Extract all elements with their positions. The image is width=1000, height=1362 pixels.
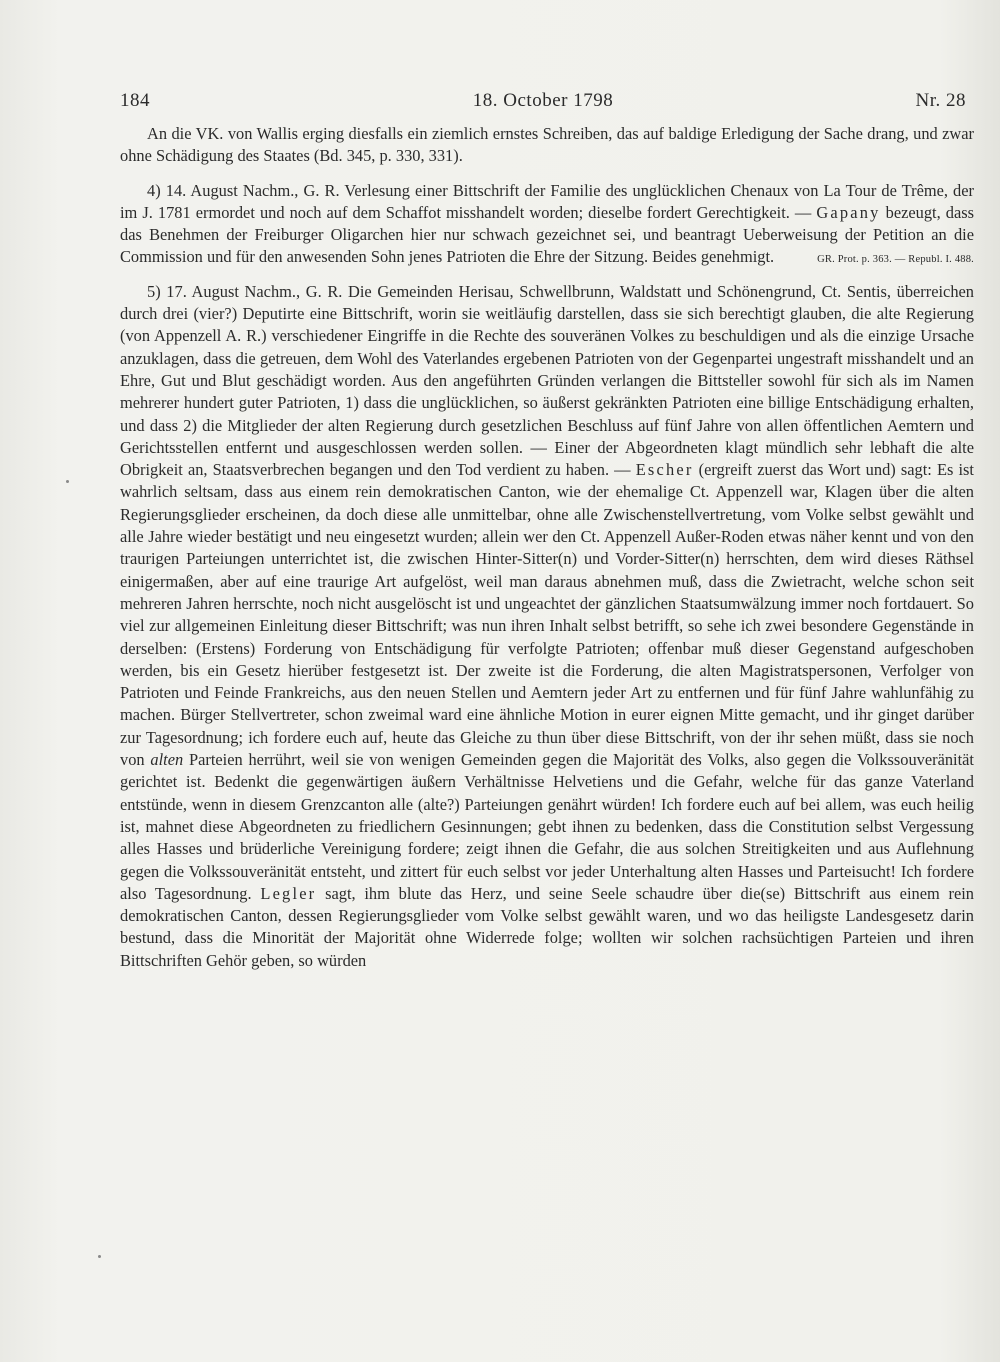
entry-4-text-b: bezeugt, dass das Benehmen der Freiburger Oligarchen hier nur schwach gezeichnet sei, und beantragt Ueberweisung der Petition an die Commission und für den anwesenden Sohn jenes Patrioten die Ehre der Sitzung. Beides genehmigt. [120,202,974,267]
document-number: Nr. 28 [915,90,966,111]
paragraph-entry-5 [120,281,974,972]
header-date: 18. October 1798 [472,90,614,111]
speaker-gapany: Gapany [816,202,881,222]
source-reference: GR. Prot. p. 363. — Republ. I. 488. [817,254,974,266]
speaker-legler: Legler [260,883,317,903]
entry-5-text-d: sagt, ihm blute das Herz, und seine Seele schaudre über die(se) Bittschrift aus einem rein demokratischen Canton, dessen Regierungsglieder vom Volke selbst gewählt waren, und wo das heiligste Landesgesetz darin bestund, dass die Minorität der Majorität ohne Widerrede folge; wollten wir solchen rachsüchtigen Parteien und ihren Bittschriften Gehör geben, so würden [120,883,974,970]
page-body [120,123,974,972]
entry-5-text-a: 5) 17. August Nachm., G. R. Die Gemeinden Herisau, Schwellbrunn, Waldstatt und Schönengrund, Ct. Sentis, überreichen durch drei (vier?) Deputirte eine Bittschrift, worin sie weitläufig darstellen, dass sie sich berechtigt glauben, die alte Regierung (von Appenzell A. R.) verschiedener Eingriffe in die Rechte des souveränen Volkes zu beschuldigen und als die einzige Ursache anzuklagen, dass die getreuen, dem Wohl des Vaterlandes ergebenen Patrioten von der Gegenpartei ungestraft misshandelt und an Ehre, Gut und Blut geschädigt worden. Aus den angeführten Gründen verlangen die Bittsteller sowohl für sich als im Namen mehrerer hundert guter Patrioten, 1) dass die unglücklichen, so äußerst gekränkten Patrioten eine billige Entschädigung erhalten, und dass 2) die Mitglieder der alten Regierung durch gesetzlichen Beschluss auf fünf Jahre von allen öffentlichen Aemtern und Gerichtsstellen entfernt und ausgeschlossen werden sollen. — Einer der Abgeordneten klagt mündlich sehr lebhaft die alte Obrigkeit an, Staatsverbrechen begangen und den Tod verdient zu haben. — [120,281,974,480]
page-number: 184 [120,90,150,111]
scan-speck [98,1255,101,1258]
italic-word: alten [150,750,184,770]
entry-4-text-a: 4) 14. August Nachm., G. R. Verlesung einer Bittschrift der Familie des unglücklichen Chenaux von La Tour de Trême, der im J. 1781 ermordet und noch auf dem Schaffot misshandelt worden; dieselbe fordert Gerechtigkeit. — [120,180,974,222]
scan-speck [66,480,69,483]
running-header [120,90,966,120]
entry-5-text-c: Parteien herrührt, weil sie von wenigen Gemeinden gegen die Majorität des Volks, also gegen die Volkssouveränität gerichtet ist. Bedenkt die gegenwärtigen äußern Verhältnisse Helvetiens und die Gefahr, welche für das ganze Vaterland entstünde, wenn in diesem Grenzcanton alle (alte?) Parteiungen genährt würden! Ich fordere euch auf bei allem, was euch heilig ist, mahnet diese Abgeordneten zu friedlichern Gesinnungen; gebt ihnen zu bedenken, dass die Constitution selbst Vergessung alles Hasses und brüderliche Vereinigung fordere; zeigt ihnen die Gefahr, die aus solchen Streitigkeiten und aus Auflehnung gegen die Volkssouveränität entsteht, und zittert für euch selbst vor jeder Unterhaltung alten Hasses und Parteisucht! Ich fordere also Tagesordnung. [120,750,974,903]
paragraph-entry-4 [120,180,974,269]
paragraph-intro: An die VK. von Wallis erging diesfalls ein ziemlich ernstes Schreiben, das auf baldige Erledigung der Sache drang, und zwar ohne Schädigung des Staates (Bd. 345, p. 330, 331). [120,124,974,166]
speaker-escher: Escher [635,460,694,480]
entry-5-text-b: (ergreift zuerst das Wort und) sagt: Es ist wahrlich seltsam, dass aus einem rein demokratischen Canton, wie der ehemalige Ct. Appenzell war, Klagen über die alten Regierungsglieder erscheinen, da doch diese alle unmittelbar, ohne alle Zwischenstellvertretung, vom Volke selbst gewählt und alle Jahre wieder bestätigt und neu eingesetzt wurden; allein wer den Ct. Appenzell Außer-Roden etwas näher kennt und von den traurigen Parteiungen unterrichtet ist, die zwischen Hinter-Sitter(n) und Vorder-Sitter(n) herrschten, dem wird dieses Räthsel einigermaßen, aber auf eine traurige Art aufgelöst, weil man daraus abnehmen muß, dass die Zwietracht, welche schon seit mehreren Jahren herrschte, noch nicht ausgelöscht ist und ungeachtet der gänzlichen Staatsumwälzung immer noch fortdauert. So viel zur allgemeinen Einleitung dieser Bittschrift; was nun ihren Inhalt selbst betrifft, so sehe ich zwei besondere Gegenstände in derselben: (Erstens) Forderung von Entschädigung für verfolgte Patrioten; offenbar muß dieser Gegenstand aufgeschoben werden, bis ein Gesetz hierüber festgesetzt ist. Der zweite ist die Forderung, die alten Magistratspersonen, Verfolger von Patrioten und Feinde Frankreichs, aus den neuen Stellen und Aemtern jeder Art zu entfernen und für fünf Jahre wahlunfähig zu machen. Bürger Stellvertreter, schon zweimal ward eine ähnliche Motion in eurer eignen Mitte gemacht, und ihr ginget darüber zur Tagesordnung; ich fordere euch auf, heute das Gleiche zu thun über diese Bittschrift, von der ihr sehen müßt, dass sie noch von [120,460,974,770]
